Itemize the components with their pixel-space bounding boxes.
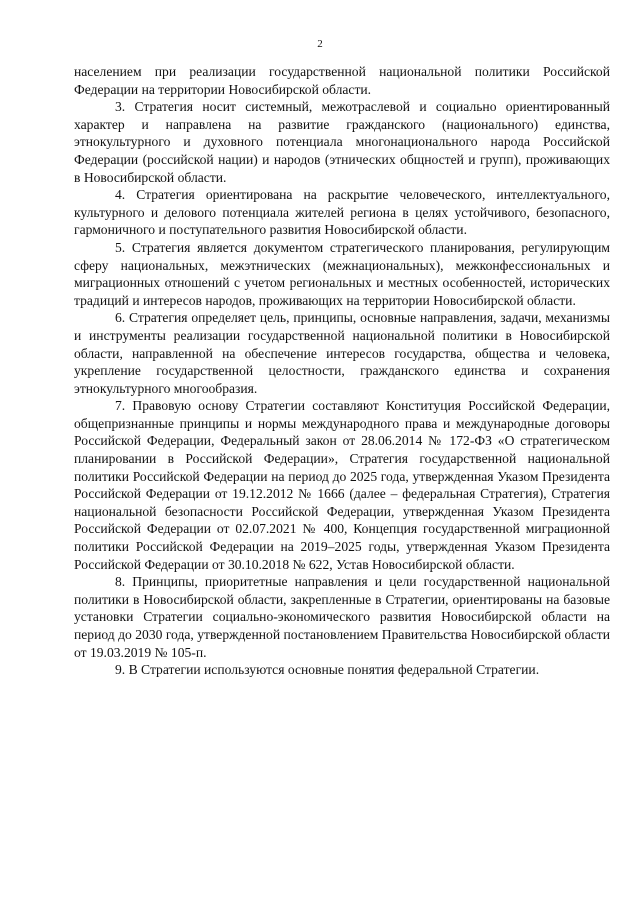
paragraph-continuation: населением при реализации государственной национальной политики Российской Федерации на территории Новосибирской области. — [74, 64, 610, 97]
paragraph-6: 6. Стратегия определяет цель, принципы, основные направления, задачи, механизмы и инструменты реализации государственной национальной политики в Новосибирской области, направленной на обеспечение интересов государства, общества и человека, укрепление государственной целостности, гражданского единства и сохранения этнокультурного многообразия. — [74, 310, 610, 396]
page-number: 2 — [317, 38, 323, 50]
paragraph-5: 5. Стратегия является документом стратегического планирования, регулирующим сферу национальных, межэтнических (межнациональных), межконфессиональных и миграционных отношений с учетом региональных и местных особенностей, исторических традиций и интересов народов, проживающих на территории Новосибирской области. — [74, 239, 610, 308]
document-body — [74, 63, 610, 679]
paragraph-9: 9. В Стратегии используются основные понятия федеральной Стратегии. — [115, 662, 540, 678]
paragraph-7: 7. Правовую основу Стратегии составляют Конституция Российской Федерации, общепризнанные принципы и нормы международного права и международные договоры Российской Федерации, Федеральный закон от 28.06.2014 № 172-ФЗ «О стратегическом планировании в Российской Федерации», Стратегия государственной национальной политики Российской Федерации на период до 2025 года, утвержденная Указом Президента Российской Федерации от 19.12.2012 № 1666 (далее – федеральная Стратегия), Стратегия национальной безопасности Российской Федерации, утвержденная Указом Президента Российской Федерации от 02.07.2021 № 400, Концепция государственной миграционной политики Российской Федерации на 2019–2025 годы, утвержденная Указом Президента Российской Федерации от 30.10.2018 № 622, Устав Новосибирской области. — [74, 398, 610, 572]
paragraph-8: 8. Принципы, приоритетные направления и цели государственной национальной политики в Новосибирской области, закрепленные в Стратегии, ориентированы на базовые установки Стратегии социально-экономического развития Новосибирской области на период до 2030 года, утвержденной постановлением Правительства Новосибирской области от 19.03.2019 № 105-п. — [74, 574, 610, 660]
paragraph-3: 3. Стратегия носит системный, межотраслевой и социально ориентированный характер и направлена на развитие гражданского (национального) единства, этнокультурного и духовного потенциала многонационального народа Российской Федерации (российской нации) и народов (этнических общностей и групп), проживающих в Новосибирской области. — [74, 99, 610, 185]
paragraph-4: 4. Стратегия ориентирована на раскрытие человеческого, интеллектуального, культурного и делового потенциала жителей региона в целях устойчивого, безопасного, гармоничного и поступательного развития Новосибирской области. — [74, 187, 610, 238]
